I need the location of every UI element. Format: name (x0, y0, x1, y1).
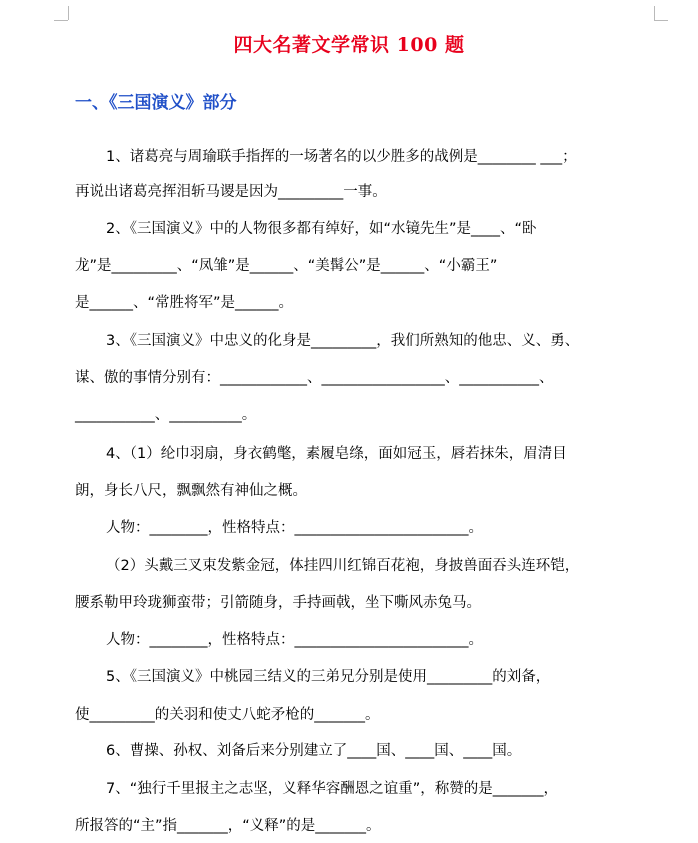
question-line: 人物：________，性格特点：________________________。 (106, 520, 483, 536)
question-line: 人物：________，性格特点：________________________。 (106, 632, 483, 648)
question-line: 使_________的关羽和使丈八蛇矛枪的_______。 (75, 707, 380, 723)
question-line: 再说出诸葛亮挥泪斩马谡是因为_________一事。 (75, 184, 387, 200)
question-line: 3、《三国演义》中忠义的化身是_________，我们所熟知的他忠、义、勇、 (106, 333, 580, 349)
page-corner-mark-right (654, 6, 655, 20)
document-title: 四大名著文学常识 100 题 (233, 34, 465, 56)
question-line: 是______、“常胜将军”是______。 (75, 295, 294, 311)
page-corner-line-right (654, 20, 668, 21)
page-corner-mark-left (68, 6, 69, 20)
question-line: 2、《三国演义》中的人物很多都有绰好，如“水镜先生”是____、“卧 (106, 221, 537, 237)
question-line: （2）头戴三叉束发紫金冠，体挂四川红锦百花袍，身披兽面吞头连环铠， (106, 558, 580, 574)
question-line: ___________、__________。 (75, 407, 257, 423)
question-line: 腰系勒甲玲珑狮蛮带；引箭随身，手持画戟，坐下嘶风赤兔马。 (75, 595, 481, 611)
question-line: 7、“独行千里报主之志坚，义释华容酬恩之谊重”，称赞的是_______， (106, 781, 558, 797)
question-line: 4、（1）纶巾羽扇，身衣鹤氅，素履皂绦，面如冠玉，唇若抹朱，眉清目 (106, 446, 567, 462)
question-line: 1、诸葛亮与周瑜联手指挥的一场著名的以少胜多的战例是________ ___； (106, 149, 577, 165)
question-line: 5、《三国演义》中桃园三结义的三弟兄分别是使用_________的刘备， (106, 669, 551, 685)
question-line: 所报答的“主”指_______，“义释”的是_______。 (75, 818, 381, 834)
question-line: 龙”是_________、“凤雏”是______、“美髯公”是______、“小霸王” (75, 258, 498, 274)
page-corner-line-left (54, 20, 68, 21)
question-line: 6、曹操、孙权、刘备后来分别建立了____国、____国、____国。 (106, 743, 522, 759)
section-heading: 一、《三国演义》部分 (75, 93, 237, 113)
question-line: 谋、傲的事情分别有：____________、_________________、___________、 (75, 370, 554, 386)
question-line: 朗，身长八尺，飘飘然有神仙之概。 (75, 483, 307, 499)
